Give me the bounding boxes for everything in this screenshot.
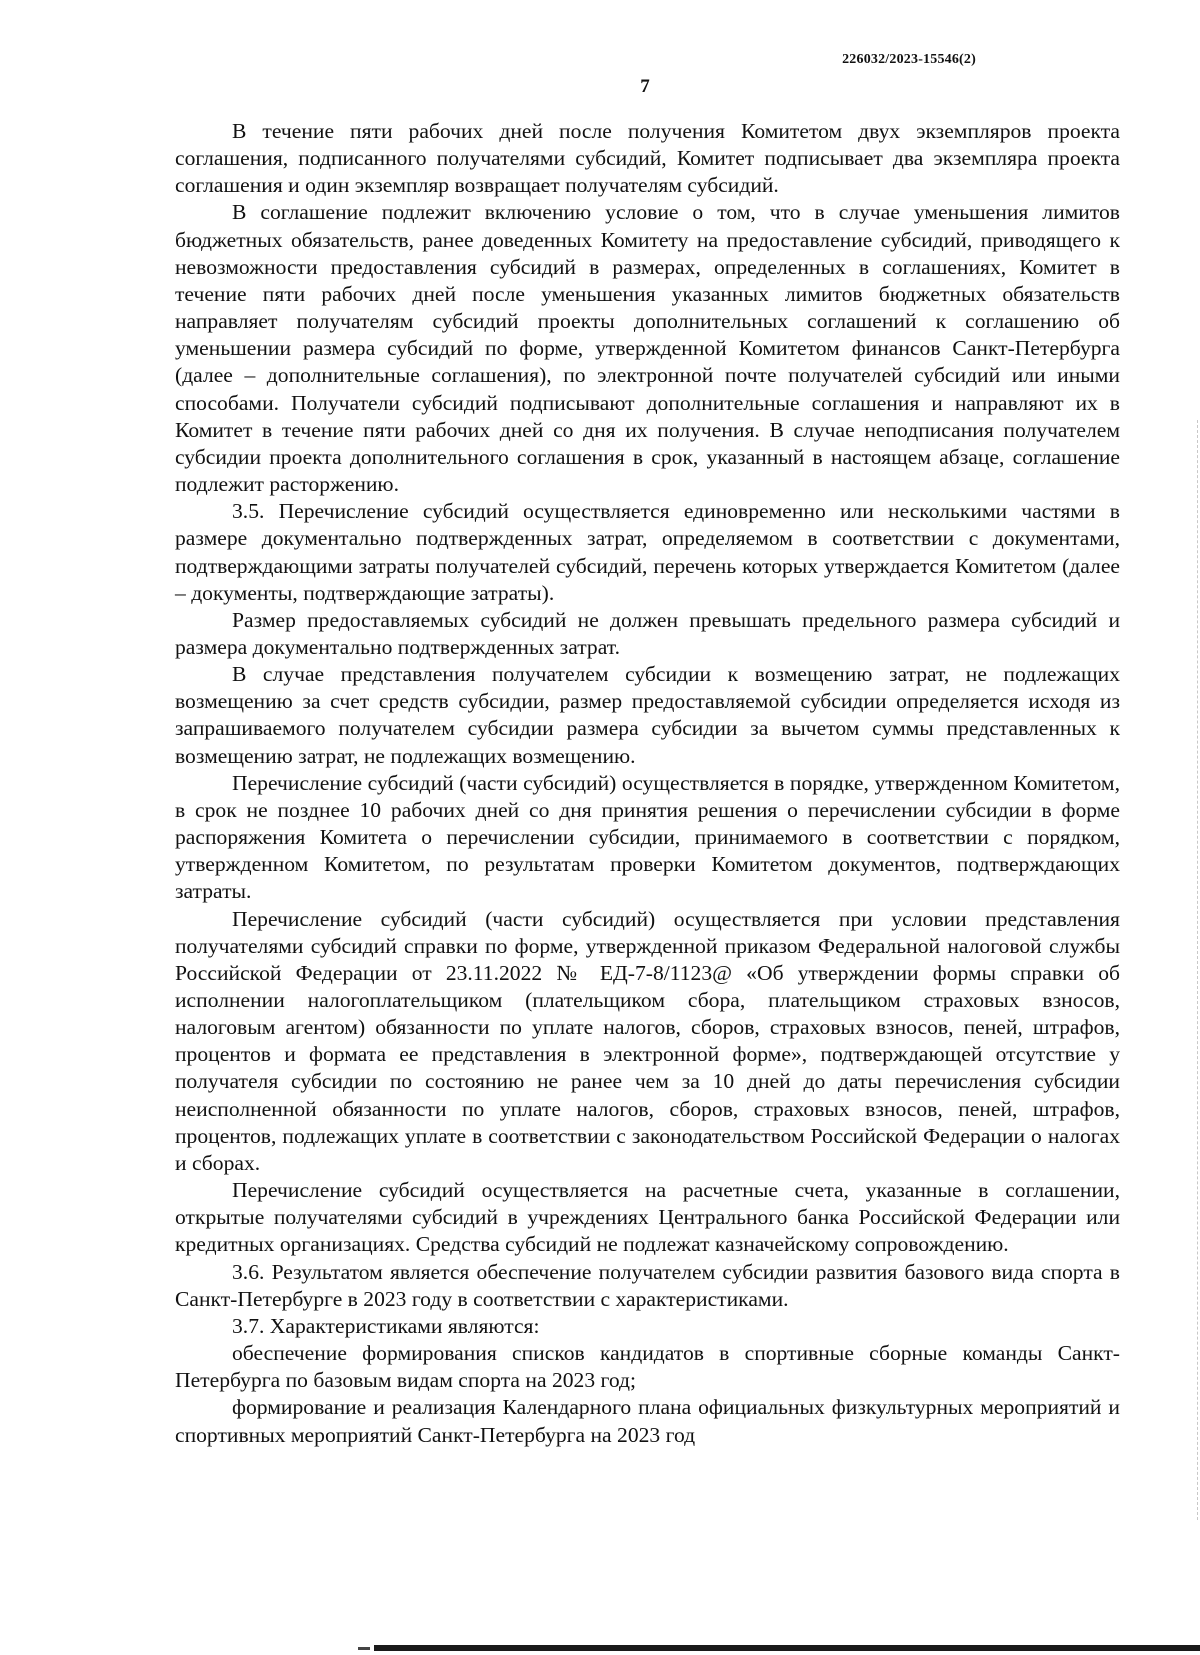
paragraph-signing-agreement: В течение пяти рабочих дней после получения Комитетом двух экземпляров проекта соглашения, подписанного получателями субсидий, Комитет подписывает два экземпляра проекта соглашения и один экземпляр возвращает получателям субсидий. [175,119,1120,198]
paragraph-3-5-transfer: 3.5. Перечисление субсидий осуществляется единовременно или несколькими частями в размере документально подтвержденных затрат, определяемом в соответствии с документами, подтверждающими затраты получателей субсидий, перечень которых утверждается Комитетом (далее – документы, подтверждающие затраты). [175,499,1120,605]
paragraph-settlement-accounts: Перечисление субсидий осуществляется на расчетные счета, указанные в соглашении, открытые получателями субсидий в учреждениях Центрального банка Российской Федерации или кредитных организациях. Средства субсидий не подлежат казначейскому сопровождению. [175,1178,1120,1257]
paragraph-limits-reduction: В соглашение подлежит включению условие о том, что в случае уменьшения лимитов бюджетных обязательств, ранее доведенных Комитету на предоставление субсидий, приводящего к невозможности предоставления субсидий в размерах, определенных в соглашениях, Комитет в течение пяти рабочих дней после уменьшения указанных лимитов бюджетных обязательств направляет получателям субсидий проекты дополнительных соглашений к соглашению об уменьшении размера субсидий по форме, утвержденной Комитетом финансов Санкт-Петербурга (далее – дополнительные соглашения), по электронной почте получателей субсидий или иными способами. Получатели субсидий подписывают дополнительные соглашения и направляют их в Комитет в течение пяти рабочих дней со дня их получения. В случае неподписания получателем субсидии проекта дополнительного соглашения в срок, указанный в настоящем абзаце, соглашение подлежит расторжению. [175,200,1120,497]
paragraph-non-reimbursable-costs: В случае представления получателем субсидии к возмещению затрат, не подлежащих возмещению за счет средств субсидии, размер предоставляемой субсидии определяется исходя из запрашиваемого получателем субсидии размера субсидии за вычетом суммы представленных к возмещению затрат, не подлежащих возмещению. [175,662,1120,768]
paragraph-subsidy-size-limit: Размер предоставляемых субсидий не должен превышать предельного размера субсидий и размера документально подтвержденных затрат. [175,607,1120,659]
document-registration-number: 226032/2023-15546(2) [842,52,976,67]
paragraph-transfer-procedure: Перечисление субсидий (части субсидий) осуществляется в порядке, утвержденном Комитетом, в срок не позднее 10 рабочих дней со дня принятия решения о перечислении субсидии в форме распоряжения Комитета о перечислении субсидии, принимаемого в соответствии с порядком, утвержденном Комитетом, по результатам проверки Комитетом документов, подтверждающих затраты. [175,770,1120,904]
paragraph-3-7-characteristics: 3.7. Характеристиками являются: [232,1313,540,1338]
paragraph-calendar-plan: формирование и реализация Календарного плана официальных физкультурных мероприятий и спортивных мероприятий Санкт-Петербурга на 2023 год [175,1395,1120,1447]
document-body [175,118,1120,1449]
paragraph-candidate-lists: обеспечение формирования списков кандидатов в спортивные сборные команды Санкт-Петербурга по базовым видам спорта на 2023 год; [175,1341,1120,1393]
paragraph-tax-certificate: Перечисление субсидий (части субсидий) осуществляется при условии представления получателями субсидий справки по форме, утвержденной приказом Федеральной налоговой службы Российской Федерации от 23.11.2022 № ЕД-7-8/1123@ «Об утверждении формы справки об исполнении налогоплательщиком (плательщиком сбора, плательщиком страховых взносов, налоговым агентом) обязанности по уплате налогов, сборов, страховых взносов, пеней, штрафов, процентов и формата ее представления в электронной форме», подтверждающей отсутствие у получателя субсидии по состоянию не ранее чем за 10 дней до даты перечисления субсидии неисполненной обязанности по уплате налогов, сборов, страховых взносов, пеней, штрафов, процентов, подлежащих уплате в соответствии с законодательством Российской Федерации о налогах и сборах. [175,906,1120,1175]
scan-bottom-border [374,1645,1200,1651]
scan-edge-line [1196,420,1198,1520]
scan-bottom-mark [358,1647,370,1650]
page-number: 7 [640,76,650,97]
paragraph-3-6-result: 3.6. Результатом является обеспечение получателем субсидии развития базового вида спорта в Санкт-Петербурге в 2023 году в соответствии с характеристиками. [175,1259,1120,1311]
